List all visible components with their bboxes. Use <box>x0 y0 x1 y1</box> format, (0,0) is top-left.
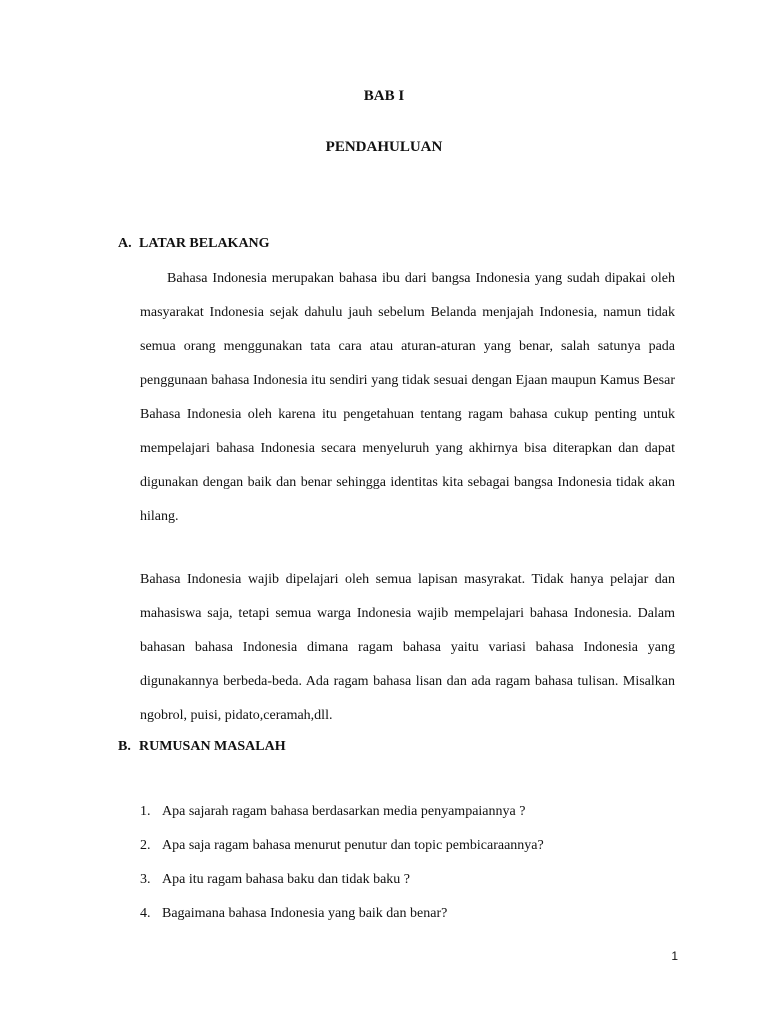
list-item-text: Bagaimana bahasa Indonesia yang baik dan benar? <box>162 906 448 921</box>
list-item <box>140 834 680 868</box>
list-item-number: 2. <box>140 838 151 853</box>
list-item-text: Apa sajarah ragam bahasa berdasarkan media penyampaiannya ? <box>162 804 526 819</box>
list-item <box>140 902 680 936</box>
section-heading-rumusan-masalah <box>118 739 286 755</box>
section-title: LATAR BELAKANG <box>139 236 270 251</box>
chapter-number: BAB I <box>363 88 405 104</box>
paragraph-background-1: Bahasa Indonesia merupakan bahasa ibu dari bangsa Indonesia yang sudah dipakai oleh masyarakat Indonesia sejak dahulu jauh sebelum Belanda menjajah Indonesia, namun tidak semua orang menggunakan tata cara atau aturan-aturan yang benar, salah satunya pada penggunaan bahasa Indonesia itu sendiri yang tidak sesuai dengan Ejaan maupun Kamus Besar Bahasa Indonesia oleh karena itu pengetahuan tentang ragam bahasa cukup penting untuk mempelajari bahasa Indonesia secara menyeluruh yang akhirnya bisa diterapkan dan dapat digunakan dengan baik dan benar sehingga identitas kita sebagai bangsa Indonesia tidak akan hilang. <box>140 271 675 524</box>
list-item-text: Apa saja ragam bahasa menurut penutur dan topic pembicaraannya? <box>162 838 544 853</box>
chapter-title: PENDAHULUAN <box>325 139 443 155</box>
list-item-number: 1. <box>140 804 151 819</box>
list-item-number: 3. <box>140 872 151 887</box>
paragraph-background-2: Bahasa Indonesia wajib dipelajari oleh semua lapisan masyrakat. Tidak hanya pelajar dan mahasiswa saja, tetapi semua warga Indonesia wajib mempelajari bahasa Indonesia. Dalam bahasan bahasa Indonesia dimana ragam bahasa yaitu variasi bahasa Indonesia yang digunakannya berbeda-beda. Ada ragam bahasa lisan dan ada ragam bahasa tulisan. Misalkan ngobrol, puisi, pidato,ceramah,dll. <box>140 572 675 723</box>
list-item-number: 4. <box>140 906 151 921</box>
section-letter: B. <box>118 739 131 754</box>
list-item <box>140 868 680 902</box>
section-heading-latar-belakang <box>118 236 270 252</box>
problem-question-list <box>140 800 680 936</box>
list-item <box>140 800 680 834</box>
list-item-text: Apa itu ragam bahasa baku dan tidak baku ? <box>162 872 411 887</box>
page-number: 1 <box>671 949 678 963</box>
section-title: RUMUSAN MASALAH <box>139 739 286 754</box>
section-letter: A. <box>118 236 132 251</box>
